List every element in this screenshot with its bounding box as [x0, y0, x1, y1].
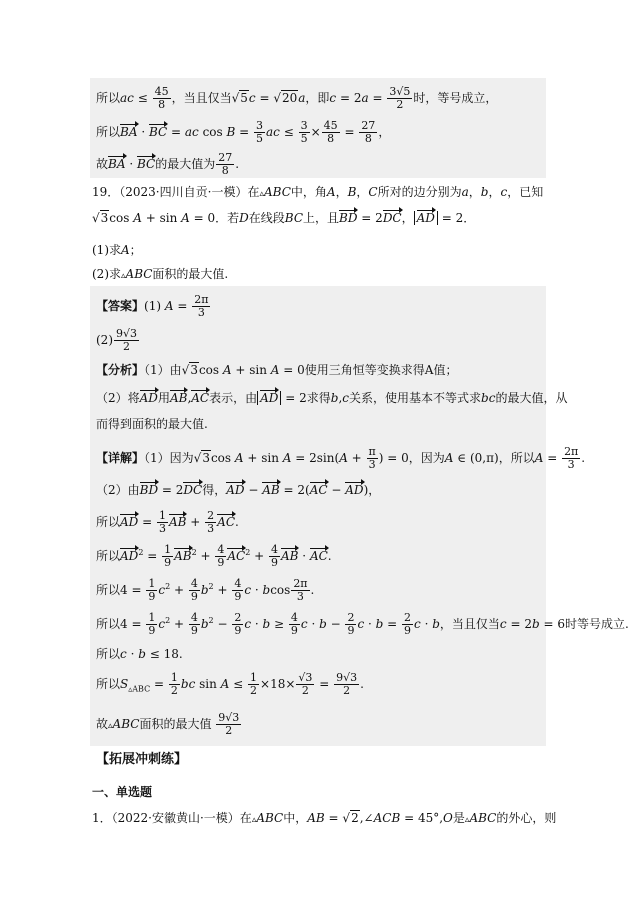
detail-line-2: （2）由BD = 2DC得，AD − AB = 2(AC − AD)，: [96, 483, 381, 497]
detail-line-8: 所以$S_{▵ABC}$ = $\frac{1}{2}$ bc sin A ≤ $\frac{1}{2}$ ×18× $\frac{√3}{2}$ = $\frac{9√3}{2}$ .: [96, 671, 364, 697]
detail-line-5: 所以4 = $\frac{1}{9}$ $c^2$ + $\frac{4}{9}$ $b^2$ + $\frac{4}{9}$ c · bcos $\frac{2\pi}{3}$ .: [96, 577, 315, 603]
prev-line-2: 所以BA · BC = ac cos B = $\frac{3}{5}$ ac ≤ $\frac{3}{5}$ × $\frac{45}{8}$ = $\frac{27}{8}$ ，: [96, 119, 391, 145]
detail-line-1: 【详解】（1）因为√3cos A + sin A = 2sin(A + $\frac{\pi}{3}$ ) = 0，因为A ∈ (0,π)，所以A = $\frac{2\pi}{3}$ .: [96, 445, 586, 471]
prev-line-3: 故BA · BC的最大值为 $\frac{27}{8}$ .: [96, 151, 240, 177]
answer-line-2: (2) $\frac{9√3}{2}$: [96, 327, 138, 353]
detail-line-6: 所以4 = $\frac{1}{9}$ $c^2$ + $\frac{4}{9}$ $b^2$ − $\frac{2}{9}$ c · b ≥ $\frac{4}{9}$ c · b − $\frac{2}{9}$ c · b = $\frac{2}{9}$ c · b，当且仅当c = 2b = 6时等号成立.: [96, 611, 629, 637]
prev-line-1: 所以ac ≤ $\frac{45}{8}$ ，当且仅当√5c = √20a，即c = 2a = $\frac{3√5}{2}$ 时，等号成立，: [96, 85, 498, 111]
detail-line-4: 所以$AD^2$ = $\frac{1}{9}$ $AB^2$ + $\frac{4}{9}$ $AC^2$ + $\frac{4}{9}$ AB · AC.: [96, 543, 332, 569]
answer-line-1: 【答案】(1) A = $\frac{2\pi}{3}$: [96, 293, 209, 319]
question-1: 1．（2022·安徽黄山·一模）在▵ABC中，AB = √2,∠ACB = 45°,O是▵ABC的外心，则: [92, 811, 557, 825]
problem-19-line-1: 19．（2023·四川自贡·一模）在▵ABC中，角A，B，C所对的边分别为a，b，c，已知: [92, 185, 544, 199]
analysis-line-3: 而得到面积的最大值.: [96, 417, 208, 431]
problem-19-part-1: (1)求A；: [92, 243, 142, 257]
analysis-line-2: （2）将AD用AB,AC表示，由 AD = 2求得b,c关系，使用基本不等式求bc的最大值，从: [96, 391, 568, 405]
section-subtitle: 一、单选题: [92, 785, 153, 799]
section-title: 【拓展冲刺练】: [96, 752, 188, 767]
problem-19-line-2: √3cos A + sin A = 0．若D在线段BC上，且BD = 2DC， AD = 2．: [92, 211, 476, 225]
detail-final: 故▵ABC面积的最大值 $\frac{9√3}{2}$: [96, 711, 240, 737]
detail-line-7: 所以c · b ≤ 18.: [96, 647, 183, 661]
problem-19-part-2: (2)求▵ABC面积的最大值.: [92, 267, 229, 281]
detail-line-3: 所以AD = $\frac{1}{3}$ AB + $\frac{2}{3}$ AC.: [96, 509, 239, 535]
analysis-line-1: 【分析】（1）由√3cos A + sin A = 0使用三角恒等变换求得A值；: [96, 363, 458, 377]
